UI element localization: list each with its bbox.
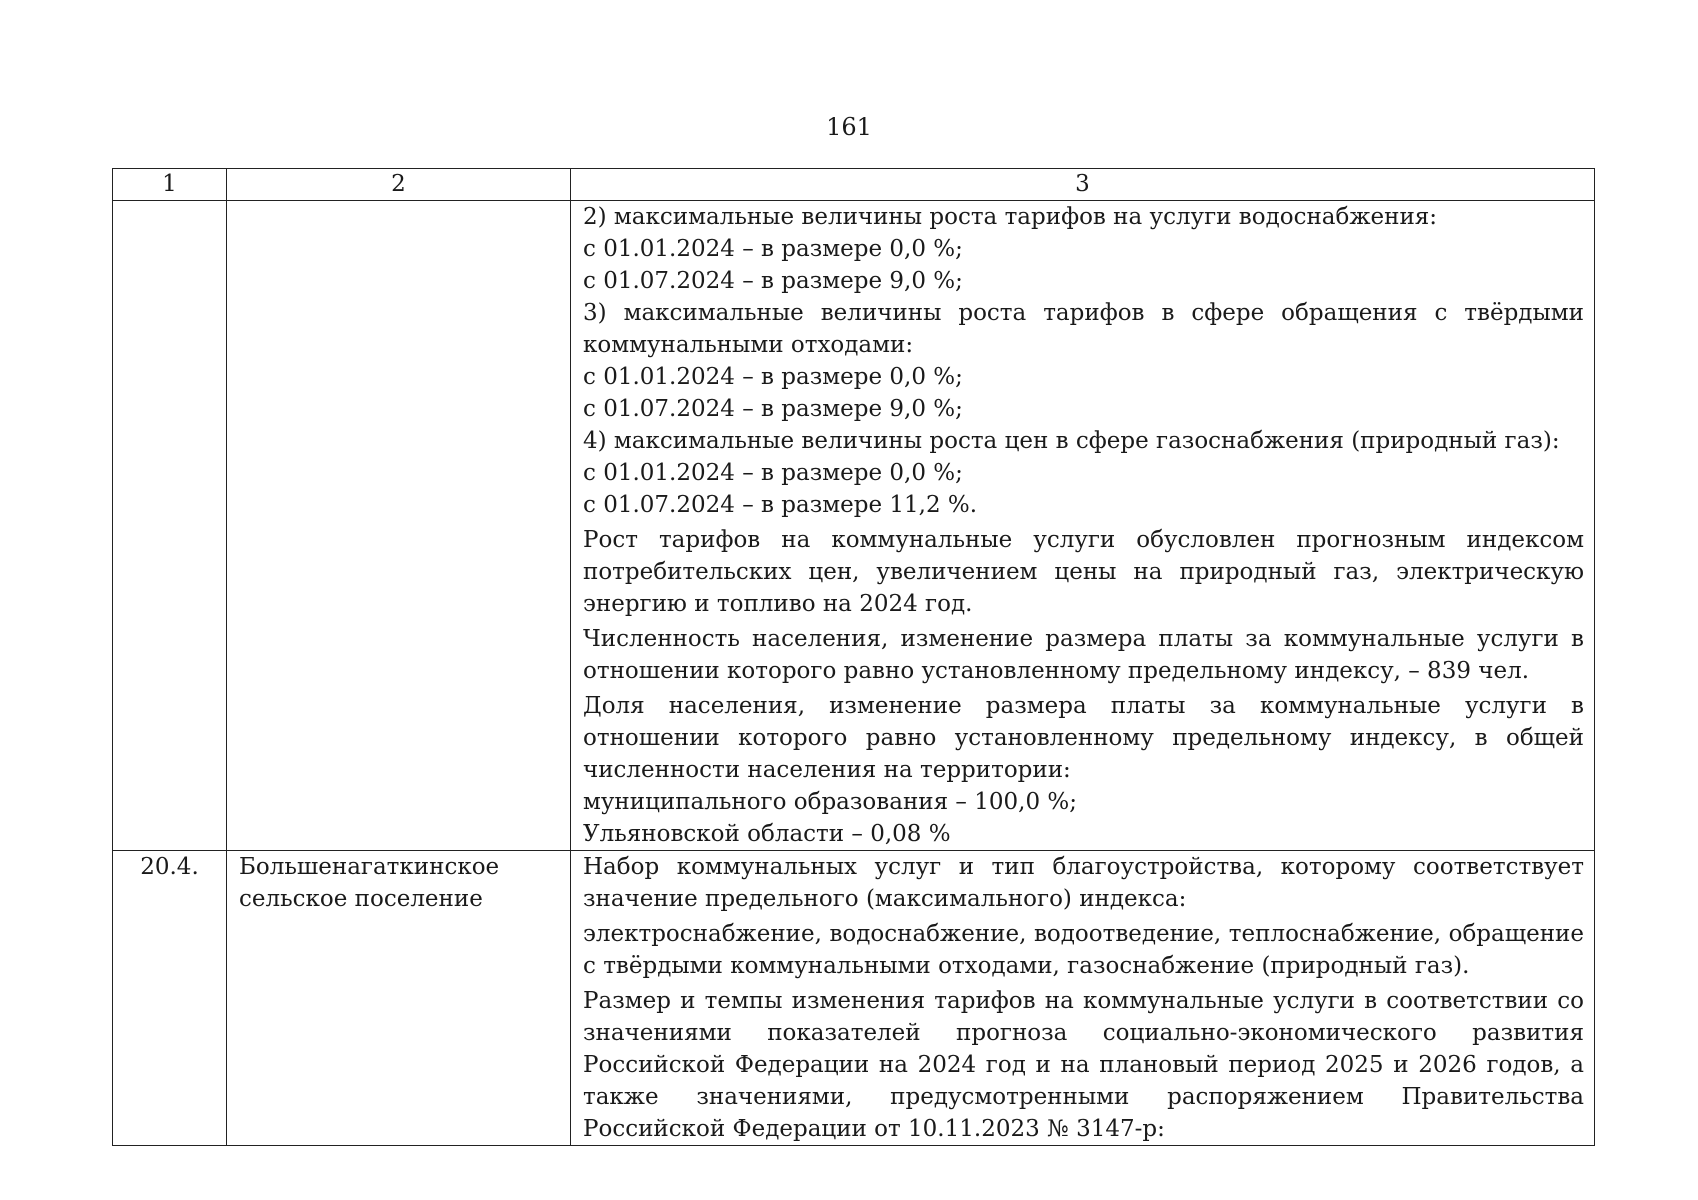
column-header-1: 1: [113, 169, 227, 201]
settlement-name-line: сельское поселение: [239, 886, 483, 912]
text-line: с 01.07.2024 – в размере 9,0 %;: [583, 268, 963, 294]
paragraph-tariff-size: Размер и темпы изменения тарифов на коммунальные услуги в соответствии со значениями показателей прогноза социально-экономического развития Российской Федерации на 2024 год и на плановый период 2025 и 2026 годов, а также значениями, предусмотренными распоряжением Правительства Российской Федерации от 10.11.2023 № 3147-р:: [583, 988, 1584, 1142]
settlement-name-line: Большенагаткинское: [239, 854, 500, 880]
table-row: [113, 851, 1595, 1146]
paragraph-service-set: Набор коммунальных услуг и тип благоустройства, которому соответствует значение предельного (максимального) индекса:: [583, 854, 1584, 912]
row-number-cell: [113, 201, 227, 851]
text-line: с 01.01.2024 – в размере 0,0 %;: [583, 236, 963, 262]
text-line: с 01.01.2024 – в размере 0,0 %;: [583, 364, 963, 390]
table-header: [113, 169, 1595, 201]
column-header-3: 3: [571, 169, 1595, 201]
text-line: Ульяновской области – 0,08 %: [583, 821, 951, 847]
paragraph-population-share: Доля населения, изменение размера платы за коммунальные услуги в отношении которого равно установленному предельному индексу, в общей численности населения на территории:: [583, 693, 1584, 783]
description-cell: [571, 201, 1595, 851]
description-cell: [571, 851, 1595, 1146]
text-line: с 01.07.2024 – в размере 9,0 %;: [583, 396, 963, 422]
paragraph-tariff-growth: Рост тарифов на коммунальные услуги обусловлен прогнозным индексом потребительских цен, увеличением цены на природный газ, электрическую энергию и топливо на 2024 год.: [583, 527, 1584, 617]
paragraph-services-list: электроснабжение, водоснабжение, водоотведение, теплоснабжение, обращение с твёрдыми коммунальными отходами, газоснабжение (природный газ).: [583, 921, 1584, 979]
table-row: [113, 201, 1595, 851]
text-line: с 01.01.2024 – в размере 0,0 %;: [583, 460, 963, 486]
text-line: 2) максимальные величины роста тарифов на услуги водоснабжения:: [583, 204, 1438, 230]
column-header-2: 2: [227, 169, 571, 201]
header-row: [113, 169, 1595, 201]
row-number-cell: 20.4.: [113, 851, 227, 1146]
paragraph-solid-waste: 3) максимальные величины роста тарифов в сфере обращения с твёрдыми коммунальными отходами:: [583, 300, 1584, 358]
page-number: 161: [826, 113, 872, 141]
text-line: 4) максимальные величины роста цен в сфере газоснабжения (природный газ):: [583, 428, 1560, 454]
text-line: с 01.07.2024 – в размере 11,2 %.: [583, 492, 978, 518]
settlement-name-cell: [227, 201, 571, 851]
tariff-table: [112, 168, 1595, 1146]
paragraph-population: Численность населения, изменение размера платы за коммунальные услуги в отношении которого равно установленному предельному индексу, – 839 чел.: [583, 626, 1584, 684]
settlement-name-cell: [227, 851, 571, 1146]
text-line: муниципального образования – 100,0 %;: [583, 789, 1077, 815]
